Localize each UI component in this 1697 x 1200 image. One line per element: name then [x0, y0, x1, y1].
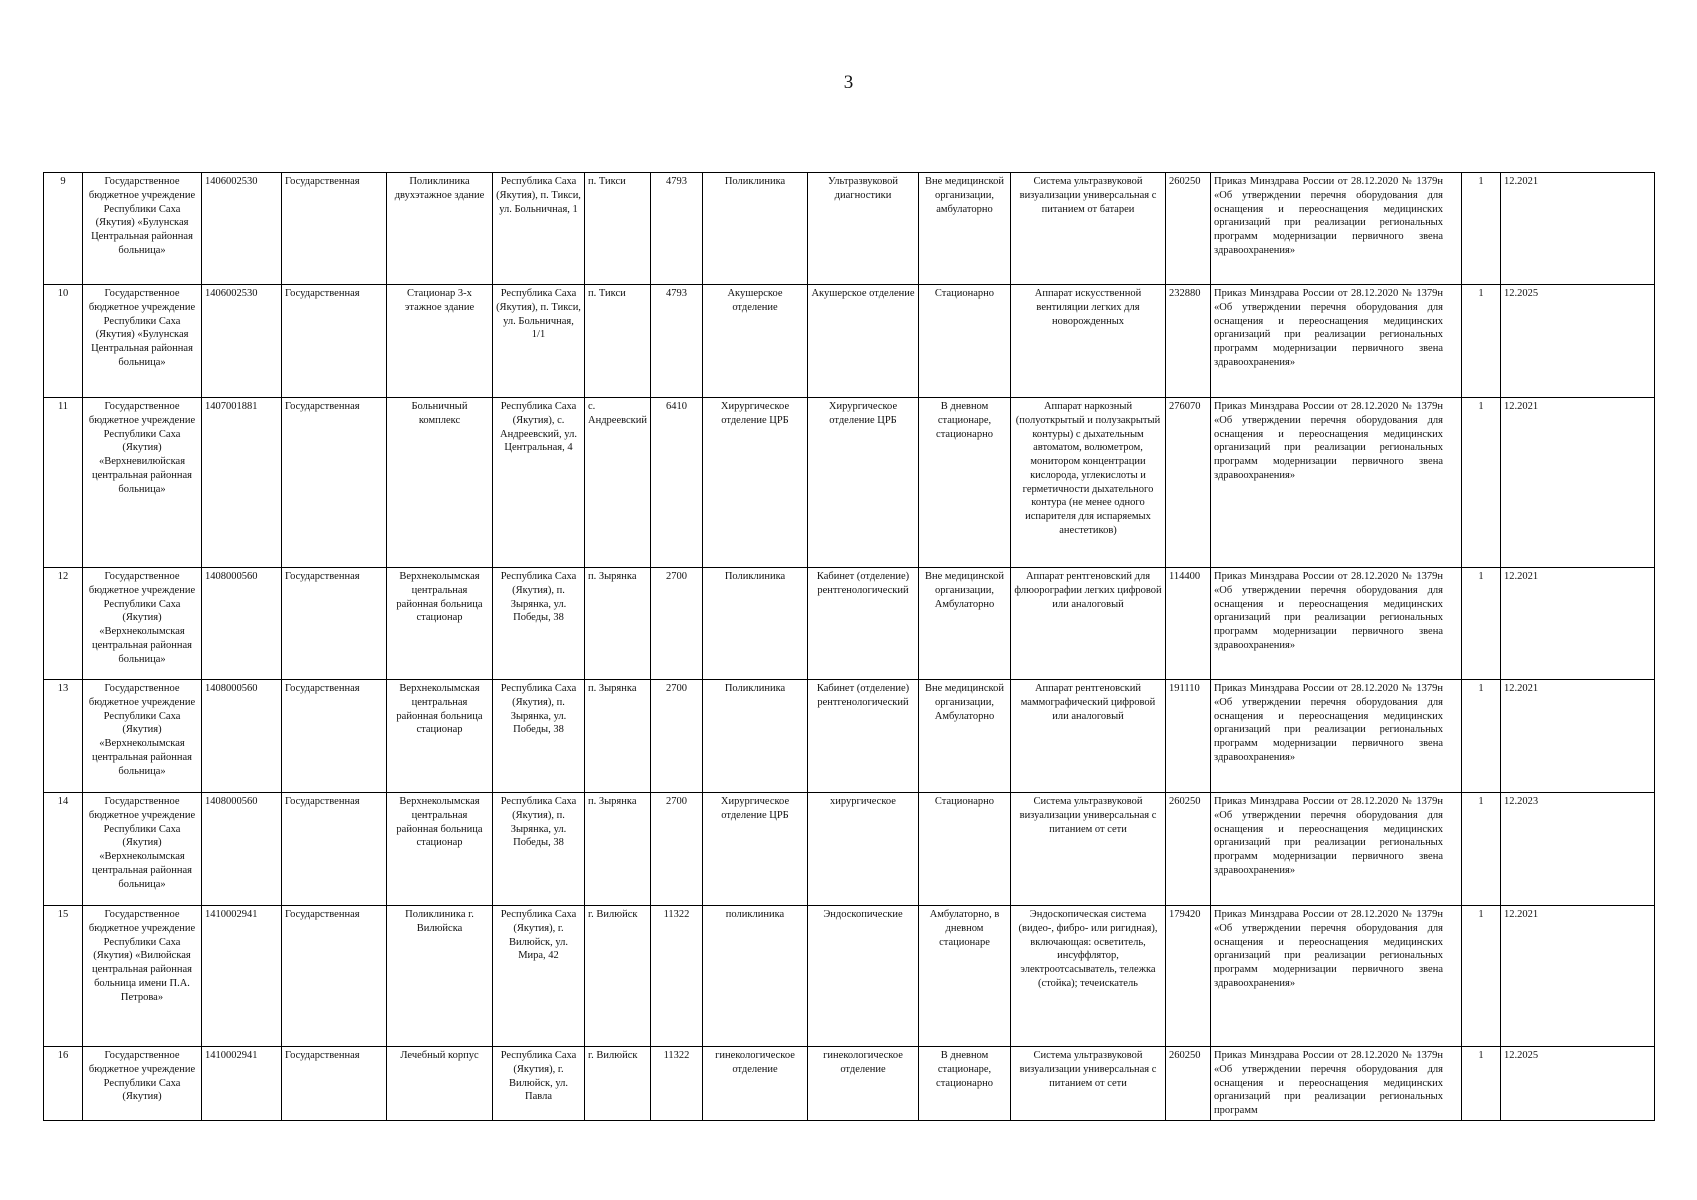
cell-equipment: Система ультразвуковой визуализации универсальная с питанием от батареи [1011, 173, 1166, 285]
cell-inn: 1408000560 [202, 680, 282, 793]
cell-settlement: п. Тикси [585, 285, 651, 398]
cell-building: Больничный комплекс [387, 398, 493, 568]
cell-settlement: п. Зырянка [585, 568, 651, 680]
cell-equipment: Аппарат рентгеновский маммографический цифровой или аналоговый [1011, 680, 1166, 793]
cell-building: Верхнеколымская центральная районная больница стационар [387, 793, 493, 906]
cell-regulatory-order: Приказ Минздрава России от 28.12.2020 № 1379н «Об утверждении перечня оборудования для оснащения и переоснащения медицинских организаций при реализации региональных программ модернизации первичного звена здравоохранения» [1211, 906, 1462, 1047]
cell-care-conditions: Вне медицинской организации, амбулаторно [919, 173, 1011, 285]
cell-delivery-date: 12.2021 [1501, 906, 1655, 1047]
cell-equipment-code: 191110 [1166, 680, 1211, 793]
cell-division: Поликлиника [703, 568, 808, 680]
cell-department: Акушерское отделение [808, 285, 919, 398]
cell-delivery-date: 12.2025 [1501, 285, 1655, 398]
table-row [44, 793, 1655, 906]
cell-address: Республика Саха (Якутия), г. Вилюйск, ул. Мира, 42 [493, 906, 585, 1047]
table-row [44, 906, 1655, 1047]
cell-inn: 1406002530 [202, 285, 282, 398]
cell-division: Поликлиника [703, 173, 808, 285]
cell-row-number: 13 [44, 680, 83, 793]
cell-settlement: г. Вилюйск [585, 906, 651, 1047]
cell-ownership-form: Государственная [282, 568, 387, 680]
cell-organization-name: Государственное бюджетное учреждение Республики Саха (Якутия) «Булунская Центральная районная больница» [83, 285, 202, 398]
equipment-table [43, 172, 1655, 1121]
cell-row-number: 11 [44, 398, 83, 568]
cell-division: Поликлиника [703, 680, 808, 793]
cell-equipment: Аппарат наркозный (полуоткрытый и полузакрытый контуры) с дыхательным автоматом, волюметром, монитором концентрации кислорода, углекислоты и герметичности дыхательного контура (не менее одного испарителя для испаряемых анестетиков) [1011, 398, 1166, 568]
cell-organization-name: Государственное бюджетное учреждение Республики Саха (Якутия) [83, 1047, 202, 1121]
cell-ownership-form: Государственная [282, 680, 387, 793]
cell-equipment-code: 260250 [1166, 173, 1211, 285]
cell-equipment-code: 260250 [1166, 1047, 1211, 1121]
cell-population: 11322 [651, 1047, 703, 1121]
cell-quantity: 1 [1462, 906, 1501, 1047]
table-row [44, 398, 1655, 568]
cell-organization-name: Государственное бюджетное учреждение Республики Саха (Якутия) «Булунская Центральная районная больница» [83, 173, 202, 285]
cell-department: Кабинет (отделение) рентгенологический [808, 680, 919, 793]
cell-equipment-code: 232880 [1166, 285, 1211, 398]
cell-ownership-form: Государственная [282, 285, 387, 398]
cell-building: Лечебный корпус [387, 1047, 493, 1121]
cell-regulatory-order: Приказ Минздрава России от 28.12.2020 № 1379н «Об утверждении перечня оборудования для оснащения и переоснащения медицинских организаций при реализации региональных программ модернизации первичного звена здравоохранения» [1211, 173, 1462, 285]
cell-settlement: г. Вилюйск [585, 1047, 651, 1121]
cell-division: поликлиника [703, 906, 808, 1047]
cell-department: гинекологическое отделение [808, 1047, 919, 1121]
cell-population: 4793 [651, 285, 703, 398]
cell-regulatory-order: Приказ Минздрава России от 28.12.2020 № 1379н «Об утверждении перечня оборудования для оснащения и переоснащения медицинских организаций при реализации региональных программ модернизации первичного звена здравоохранения» [1211, 793, 1462, 906]
cell-delivery-date: 12.2025 [1501, 1047, 1655, 1121]
cell-care-conditions: Вне медицинской организации, Амбулаторно [919, 680, 1011, 793]
cell-department: хирургическое [808, 793, 919, 906]
cell-delivery-date: 12.2023 [1501, 793, 1655, 906]
cell-inn: 1408000560 [202, 793, 282, 906]
table-row [44, 568, 1655, 680]
table-row [44, 1047, 1655, 1121]
cell-inn: 1410002941 [202, 906, 282, 1047]
cell-population: 4793 [651, 173, 703, 285]
cell-ownership-form: Государственная [282, 1047, 387, 1121]
cell-population: 2700 [651, 568, 703, 680]
cell-division: Хирургическое отделение ЦРБ [703, 398, 808, 568]
cell-ownership-form: Государственная [282, 793, 387, 906]
cell-organization-name: Государственное бюджетное учреждение Республики Саха (Якутия) «Верхнеколымская центральная районная больница» [83, 568, 202, 680]
cell-department: Хирургическое отделение ЦРБ [808, 398, 919, 568]
cell-building: Верхнеколымская центральная районная больница стационар [387, 680, 493, 793]
cell-equipment-code: 260250 [1166, 793, 1211, 906]
cell-equipment-code: 276070 [1166, 398, 1211, 568]
cell-quantity: 1 [1462, 398, 1501, 568]
cell-settlement: с. Андреевский [585, 398, 651, 568]
cell-care-conditions: Стационарно [919, 793, 1011, 906]
cell-address: Республика Саха (Якутия), п. Зырянка, ул. Победы, 38 [493, 568, 585, 680]
cell-care-conditions: В дневном стационаре, стационарно [919, 398, 1011, 568]
table-body [44, 173, 1655, 1121]
cell-delivery-date: 12.2021 [1501, 680, 1655, 793]
cell-address: Республика Саха (Якутия), с. Андреевский, ул. Центральная, 4 [493, 398, 585, 568]
cell-population: 11322 [651, 906, 703, 1047]
cell-quantity: 1 [1462, 568, 1501, 680]
cell-row-number: 9 [44, 173, 83, 285]
cell-organization-name: Государственное бюджетное учреждение Республики Саха (Якутия) «Верхневилюйская центральная районная больница» [83, 398, 202, 568]
cell-quantity: 1 [1462, 173, 1501, 285]
cell-equipment-code: 179420 [1166, 906, 1211, 1047]
cell-row-number: 14 [44, 793, 83, 906]
cell-building: Верхнеколымская центральная районная больница стационар [387, 568, 493, 680]
cell-row-number: 12 [44, 568, 83, 680]
cell-regulatory-order: Приказ Минздрава России от 28.12.2020 № 1379н «Об утверждении перечня оборудования для оснащения и переоснащения медицинских организаций при реализации региональных программ модернизации первичного звена здравоохранения» [1211, 568, 1462, 680]
cell-regulatory-order: Приказ Минздрава России от 28.12.2020 № 1379н «Об утверждении перечня оборудования для оснащения и переоснащения медицинских организаций при реализации региональных программ [1211, 1047, 1462, 1121]
cell-inn: 1410002941 [202, 1047, 282, 1121]
cell-inn: 1408000560 [202, 568, 282, 680]
cell-quantity: 1 [1462, 1047, 1501, 1121]
cell-division: Хирургическое отделение ЦРБ [703, 793, 808, 906]
cell-settlement: п. Зырянка [585, 793, 651, 906]
cell-building: Стационар 3-х этажное здание [387, 285, 493, 398]
cell-equipment: Система ультразвуковой визуализации универсальная с питанием от сети [1011, 793, 1166, 906]
cell-delivery-date: 12.2021 [1501, 398, 1655, 568]
cell-equipment: Аппарат рентгеновский для флюорографии легких цифровой или аналоговый [1011, 568, 1166, 680]
cell-equipment: Эндоскопическая система (видео-, фибро- или ригидная), включающая: осветитель, инсуффлятор, электроотсасыватель, тележка (стойка); течеискатель [1011, 906, 1166, 1047]
cell-equipment: Аппарат искусственной вентиляции легких для новорожденных [1011, 285, 1166, 398]
table-row [44, 285, 1655, 398]
cell-address: Республика Саха (Якутия), п. Тикси, ул. Больничная, 1 [493, 173, 585, 285]
cell-address: Республика Саха (Якутия), п. Зырянка, ул. Победы, 38 [493, 680, 585, 793]
cell-building: Поликлиника г. Вилюйска [387, 906, 493, 1047]
cell-delivery-date: 12.2021 [1501, 568, 1655, 680]
cell-ownership-form: Государственная [282, 906, 387, 1047]
cell-inn: 1406002530 [202, 173, 282, 285]
cell-address: Республика Саха (Якутия), п. Зырянка, ул. Победы, 38 [493, 793, 585, 906]
cell-row-number: 16 [44, 1047, 83, 1121]
cell-settlement: п. Зырянка [585, 680, 651, 793]
cell-care-conditions: Вне медицинской организации, Амбулаторно [919, 568, 1011, 680]
cell-row-number: 15 [44, 906, 83, 1047]
cell-division: Акушерское отделение [703, 285, 808, 398]
cell-row-number: 10 [44, 285, 83, 398]
cell-building: Поликлиника двухэтажное здание [387, 173, 493, 285]
cell-equipment-code: 114400 [1166, 568, 1211, 680]
cell-department: Кабинет (отделение) рентгенологический [808, 568, 919, 680]
cell-settlement: п. Тикси [585, 173, 651, 285]
cell-ownership-form: Государственная [282, 173, 387, 285]
cell-delivery-date: 12.2021 [1501, 173, 1655, 285]
cell-population: 6410 [651, 398, 703, 568]
cell-quantity: 1 [1462, 680, 1501, 793]
page-number: 3 [843, 72, 854, 93]
cell-regulatory-order: Приказ Минздрава России от 28.12.2020 № 1379н «Об утверждении перечня оборудования для оснащения и переоснащения медицинских организаций при реализации региональных программ модернизации первичного звена здравоохранения» [1211, 398, 1462, 568]
cell-division: гинекологическое отделение [703, 1047, 808, 1121]
cell-department: Эндоскопические [808, 906, 919, 1047]
cell-ownership-form: Государственная [282, 398, 387, 568]
cell-organization-name: Государственное бюджетное учреждение Республики Саха (Якутия) «Верхнеколымская центральная районная больница» [83, 793, 202, 906]
cell-care-conditions: Амбулаторно, в дневном стационаре [919, 906, 1011, 1047]
cell-care-conditions: Стационарно [919, 285, 1011, 398]
cell-organization-name: Государственное бюджетное учреждение Республики Саха (Якутия) «Верхнеколымская центральная районная больница» [83, 680, 202, 793]
cell-address: Республика Саха (Якутия), п. Тикси, ул. Больничная, 1/1 [493, 285, 585, 398]
cell-regulatory-order: Приказ Минздрава России от 28.12.2020 № 1379н «Об утверждении перечня оборудования для оснащения и переоснащения медицинских организаций при реализации региональных программ модернизации первичного звена здравоохранения» [1211, 285, 1462, 398]
cell-population: 2700 [651, 680, 703, 793]
cell-organization-name: Государственное бюджетное учреждение Республики Саха (Якутия) «Вилюйская центральная районная больница имени П.А. Петрова» [83, 906, 202, 1047]
cell-population: 2700 [651, 793, 703, 906]
cell-address: Республика Саха (Якутия), г. Вилюйск, ул. Павла [493, 1047, 585, 1121]
cell-quantity: 1 [1462, 793, 1501, 906]
cell-quantity: 1 [1462, 285, 1501, 398]
table-row [44, 680, 1655, 793]
cell-regulatory-order: Приказ Минздрава России от 28.12.2020 № 1379н «Об утверждении перечня оборудования для оснащения и переоснащения медицинских организаций при реализации региональных программ модернизации первичного звена здравоохранения» [1211, 680, 1462, 793]
cell-equipment: Система ультразвуковой визуализации универсальная с питанием от сети [1011, 1047, 1166, 1121]
cell-inn: 1407001881 [202, 398, 282, 568]
table-row [44, 173, 1655, 285]
cell-department: Ультразвуковой диагностики [808, 173, 919, 285]
cell-care-conditions: В дневном стационаре, стационарно [919, 1047, 1011, 1121]
